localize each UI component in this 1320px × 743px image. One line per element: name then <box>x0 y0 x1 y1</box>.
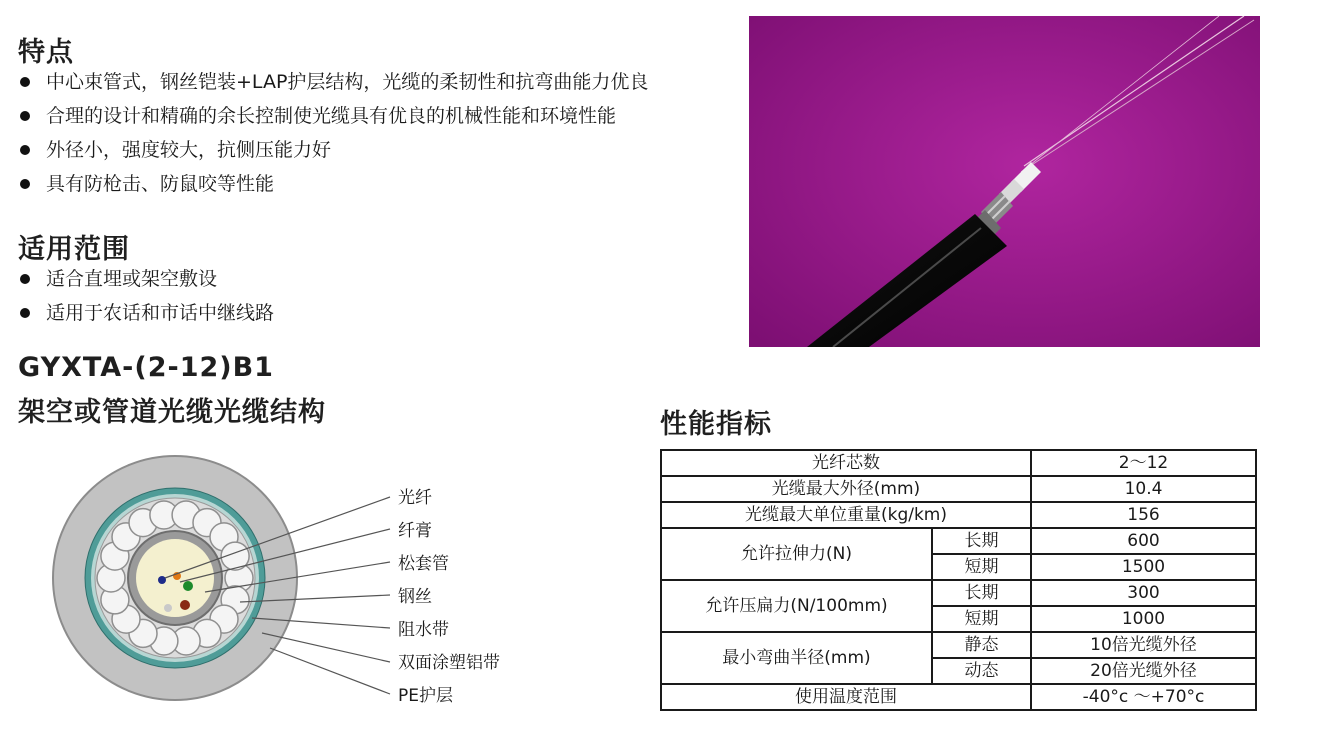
fiber <box>180 600 190 610</box>
table-cell: 600 <box>1031 528 1256 554</box>
label-fiber: 光纤 <box>398 488 432 508</box>
cable-model: GYXTA-(2-12)B1 <box>18 352 274 383</box>
cable-cross-section <box>0 440 560 740</box>
label-gel: 纤膏 <box>398 521 432 541</box>
table-cell: 光缆最大外径(mm) <box>661 476 1031 502</box>
table-cell: 1000 <box>1031 606 1256 632</box>
performance-table <box>660 449 1257 711</box>
table-cell: 允许拉伸力(N) <box>661 528 932 580</box>
application-heading: 适用范围 <box>18 234 130 265</box>
fiber <box>183 581 193 591</box>
table-row <box>661 502 1256 528</box>
table-cell: 短期 <box>932 554 1031 580</box>
table-cell: -40°c ～+70°c <box>1031 684 1256 710</box>
table-cell: 10.4 <box>1031 476 1256 502</box>
table-cell: 300 <box>1031 580 1256 606</box>
list-item: 合理的设计和精确的余长控制使光缆具有优良的机械性能和环境性能 <box>18 99 648 133</box>
table-cell: 1500 <box>1031 554 1256 580</box>
features-list <box>18 65 648 201</box>
label-steel-wire: 钢丝 <box>398 587 432 607</box>
table-row <box>661 476 1256 502</box>
table-cell: 最小弯曲半径(mm) <box>661 632 932 684</box>
table-cell: 2～12 <box>1031 450 1256 476</box>
list-item: 中心束管式，钢丝铠装+LAP护层结构，光缆的柔韧性和抗弯曲能力优良 <box>18 65 648 99</box>
label-loose-tube: 松套管 <box>398 554 449 574</box>
table-cell: 长期 <box>932 528 1031 554</box>
table-cell: 长期 <box>932 580 1031 606</box>
table-row <box>661 450 1256 476</box>
table-cell: 允许压扁力(N/100mm) <box>661 580 932 632</box>
application-list <box>18 262 274 330</box>
table-row <box>661 528 1256 554</box>
cable-photo <box>749 16 1260 347</box>
list-item: 适合直埋或架空敷设 <box>18 262 274 296</box>
table-cell: 短期 <box>932 606 1031 632</box>
table-cell: 156 <box>1031 502 1256 528</box>
label-pe-jacket: PE护层 <box>398 686 453 706</box>
fiber <box>164 604 172 612</box>
fiber <box>158 576 166 584</box>
table-cell: 使用温度范围 <box>661 684 1031 710</box>
list-item: 具有防枪击、防鼠咬等性能 <box>18 167 648 201</box>
features-heading: 特点 <box>18 37 74 68</box>
structure-title: 架空或管道光缆光缆结构 <box>18 397 326 428</box>
table-row <box>661 684 1256 710</box>
performance-heading: 性能指标 <box>660 409 772 440</box>
label-aluminum-tape: 双面涂塑铝带 <box>398 653 500 673</box>
table-cell: 光缆最大单位重量(kg/km) <box>661 502 1031 528</box>
table-cell: 静态 <box>932 632 1031 658</box>
table-cell: 20倍光缆外径 <box>1031 658 1256 684</box>
label-water-blocking: 阻水带 <box>398 620 449 640</box>
table-row <box>661 632 1256 658</box>
list-item: 适用于农话和市话中继线路 <box>18 296 274 330</box>
table-row <box>661 580 1256 606</box>
table-cell: 10倍光缆外径 <box>1031 632 1256 658</box>
table-cell: 动态 <box>932 658 1031 684</box>
table-cell: 光纤芯数 <box>661 450 1031 476</box>
list-item: 外径小，强度较大，抗侧压能力好 <box>18 133 648 167</box>
